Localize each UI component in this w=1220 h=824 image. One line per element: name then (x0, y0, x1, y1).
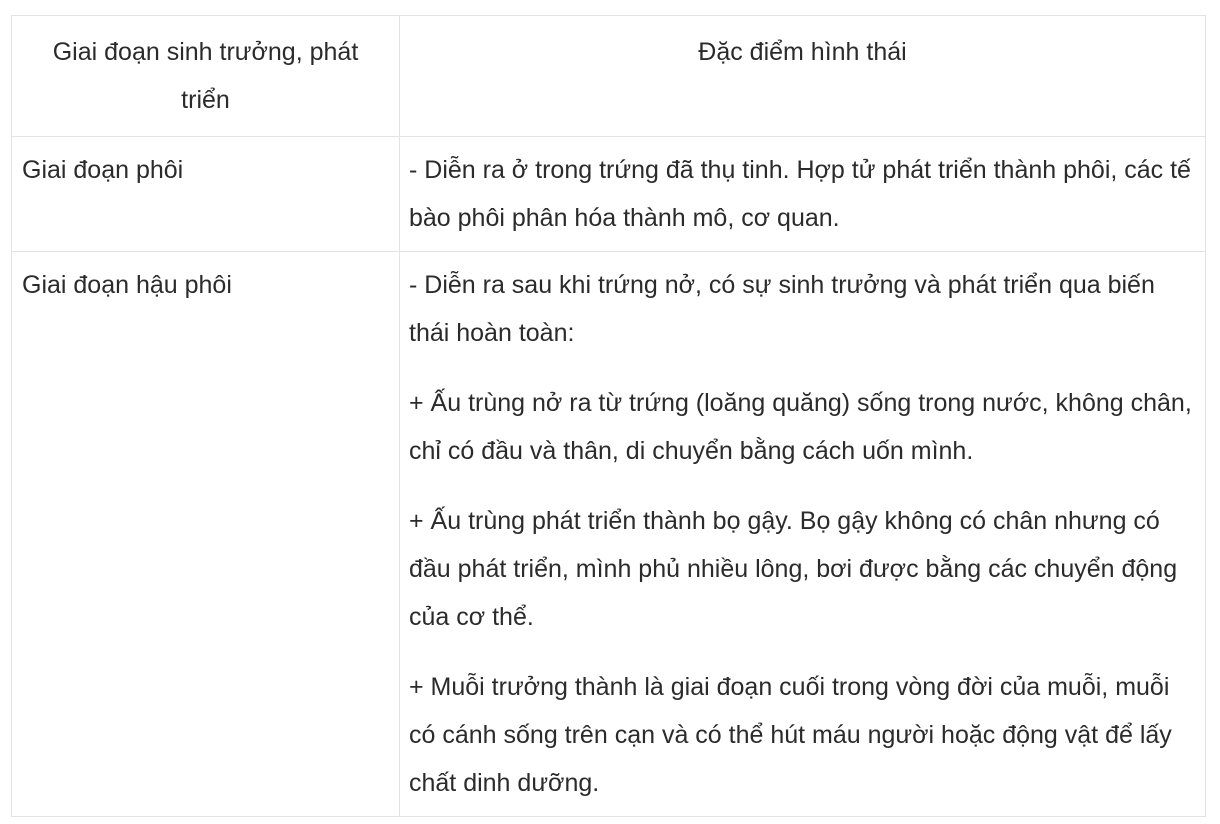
header-stage: Giai đoạn sinh trưởng, phát triển (12, 16, 400, 137)
stage-cell: Giai đoạn hậu phôi (12, 252, 400, 817)
feature-paragraph: + Ấu trùng phát triển thành bọ gậy. Bọ gậy không có chân nhưng có đầu phát triển, mình phủ nhiều lông, bơi được bằng các chuyển động của cơ thể. (409, 507, 1178, 631)
header-features: Đặc điểm hình thái (400, 16, 1206, 137)
features-cell (400, 252, 1206, 817)
feature-paragraph: - Diễn ra ở trong trứng đã thụ tinh. Hợp tử phát triển thành phôi, các tế bào phôi phân hóa thành mô, cơ quan. (409, 156, 1191, 232)
feature-paragraph: + Muỗi trưởng thành là giai đoạn cuối trong vòng đời của muỗi, muỗi có cánh sống trên cạn và có thể hút máu người hoặc động vật để lấy chất dinh dưỡng. (409, 673, 1172, 797)
table-row (12, 252, 1206, 817)
table-header-row (12, 16, 1206, 137)
table-row (12, 137, 1206, 252)
feature-paragraph: - Diễn ra sau khi trứng nở, có sự sinh trưởng và phát triển qua biến thái hoàn toàn: (409, 271, 1155, 347)
features-cell (400, 137, 1206, 252)
stage-cell: Giai đoạn phôi (12, 137, 400, 252)
feature-paragraph: + Ấu trùng nở ra từ trứng (loăng quăng) sống trong nước, không chân, chỉ có đầu và thân, di chuyển bằng cách uốn mình. (409, 389, 1192, 465)
development-stages-table (11, 15, 1206, 817)
